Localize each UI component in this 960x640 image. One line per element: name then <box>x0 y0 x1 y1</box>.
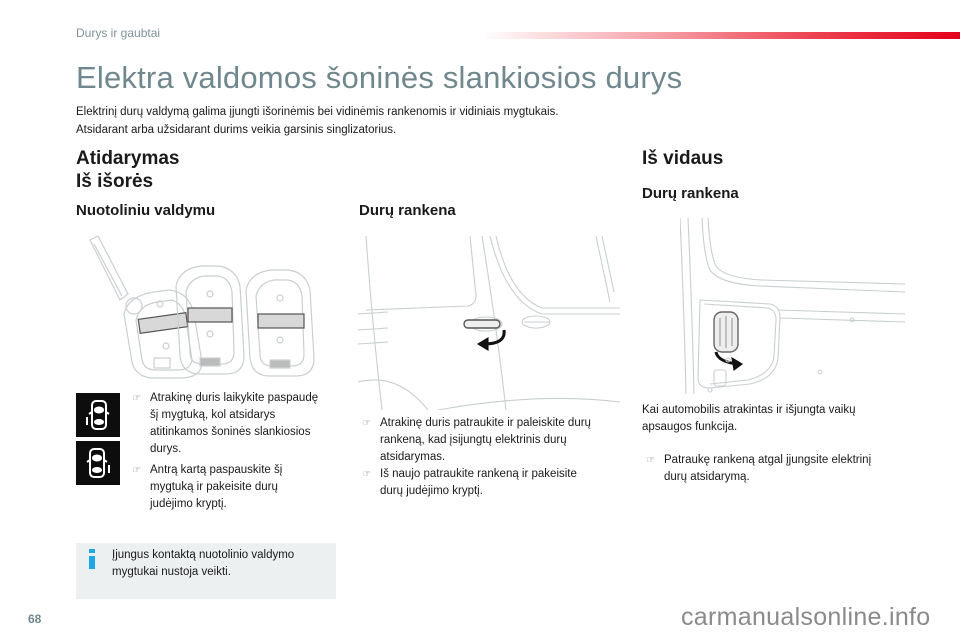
info-icon <box>88 549 96 569</box>
interior-handle-instructions <box>646 452 926 490</box>
pointing-hand-icon: ☞ <box>132 393 141 404</box>
pointing-hand-icon: ☞ <box>132 465 141 476</box>
interior-door-handle-illustration <box>680 218 905 394</box>
intro-line: Elektrinį durų valdymą galima įjungti išorinėmis bei vidinėmis rankenomis ir vidiniais mygtukais. <box>76 106 559 118</box>
intro-line: Atsidarant arba užsidarant durims veikia garsinis singlizatorius. <box>76 124 397 136</box>
bullet-item: ☞ Atrakinę duris patraukite ir paleiskite durų rankeną, kad įsijungtų elektrinis durų atsidarymas. <box>362 417 591 463</box>
page-title: Elektra valdomos šoninės slankiosios durys <box>76 60 683 95</box>
pointing-hand-icon: ☞ <box>362 469 371 480</box>
heading-exterior-handle: Durų rankena <box>359 202 456 219</box>
pointing-hand-icon: ☞ <box>362 418 371 429</box>
info-note <box>76 543 336 599</box>
heading-remote: Nuotoliniu valdymu <box>76 202 216 219</box>
exterior-handle-instructions <box>362 415 622 504</box>
right-sliding-door-button-icon <box>76 441 120 485</box>
heading-from-outside: Iš išorės <box>76 171 154 192</box>
pointing-hand-icon: ☞ <box>646 455 655 466</box>
heading-interior-handle: Durų rankena <box>642 185 739 202</box>
exterior-door-handle-illustration <box>358 232 620 410</box>
header-accent-bar <box>480 32 960 39</box>
watermark[interactable]: carmanualsonline.info <box>681 603 931 631</box>
bullet-item: ☞ Atrakinę duris laikykite paspaudę šį mygtuką, kol atsidarys atitinkamos šoninės slankiosios durys. <box>132 392 319 455</box>
intro-text <box>76 103 559 139</box>
heading-opening: Atidarymas <box>76 148 180 169</box>
remote-key-fobs-illustration <box>84 234 334 379</box>
interior-handle-condition: Kai automobilis atrakintas ir išjungta vaikų apsaugos funkcija. <box>642 404 856 433</box>
bullet-item: ☞ Antrą kartą paspauskite šį mygtuką ir pakeisite durų judėjimo kryptį. <box>132 464 283 510</box>
heading-from-inside: Iš vidaus <box>642 148 724 169</box>
bullet-item: ☞ Iš naujo patraukite rankeną ir pakeisite durų judėjimo kryptį. <box>362 468 577 497</box>
section-label: Durys ir gaubtai <box>76 26 161 40</box>
remote-instructions <box>132 390 342 517</box>
bullet-item: ☞ Patraukę rankeną atgal įjungsite elektrinį durų atsidarymą. <box>646 454 872 483</box>
page-number: 68 <box>28 612 42 626</box>
left-sliding-door-button-icon <box>76 393 120 437</box>
info-text: Įjungus kontaktą nuotolinio valdymo mygtukai nustoja veikti. <box>112 549 295 578</box>
